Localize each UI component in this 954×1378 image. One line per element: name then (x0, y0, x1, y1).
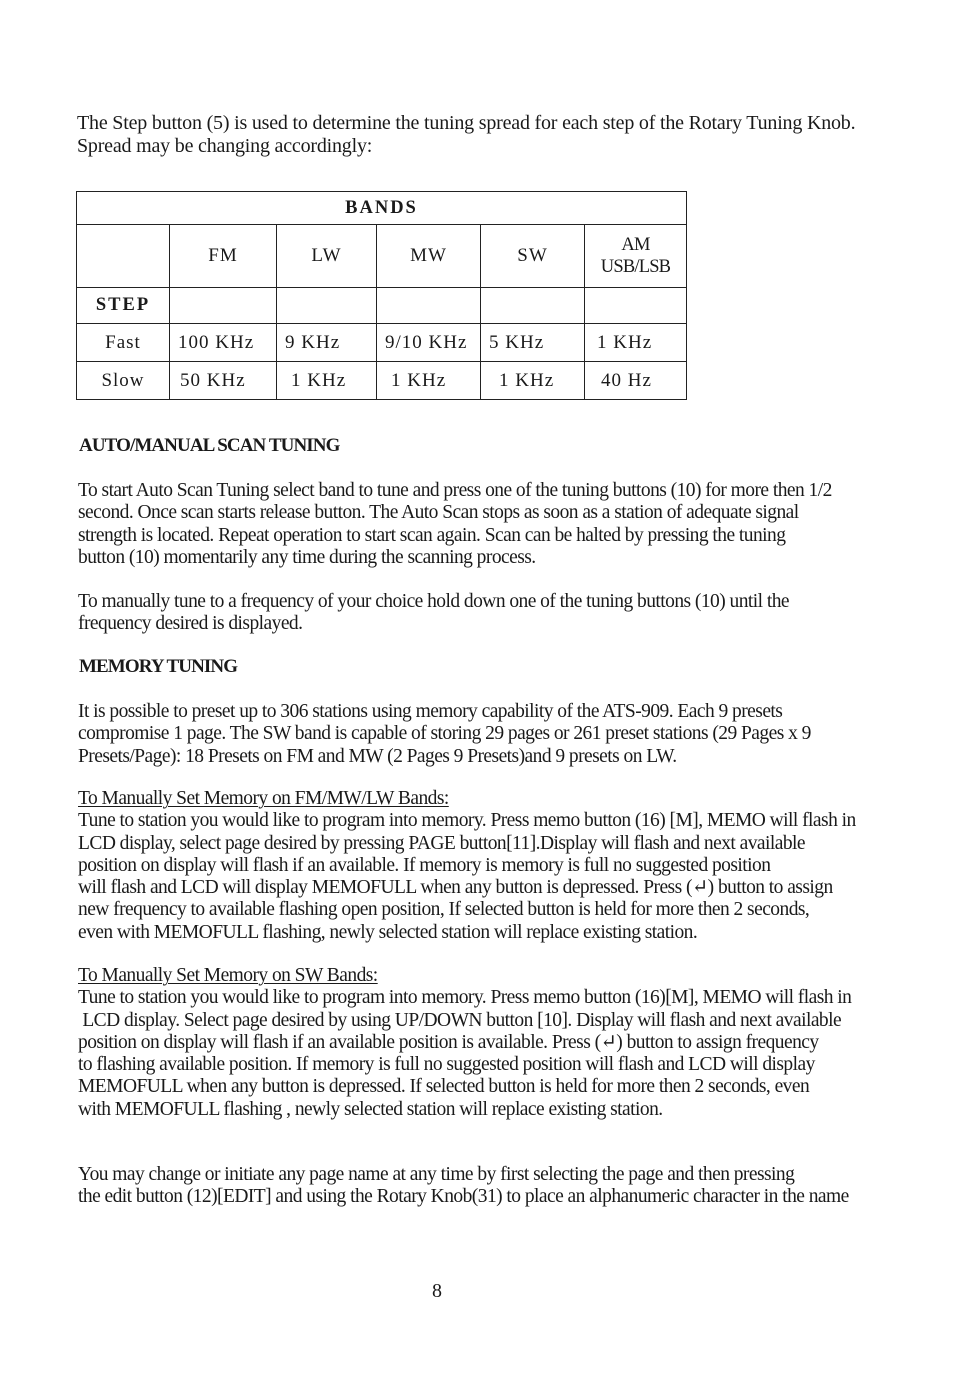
text-line: To start Auto Scan Tuning select band to tune and press one of the tuning buttons (10) for more then 1/2 (78, 480, 832, 501)
text-line: Tune to station you would like to program into memory. Press memo button (16) [M], MEMO will flash in (78, 810, 856, 832)
text-line: Tune to station you would like to program into memory. Press memo button (16)[M], MEMO will flash in (78, 987, 852, 1009)
value-cell: 9 KHz (277, 324, 377, 362)
sw-memory-subheading: To Manually Set Memory on SW Bands: (78, 965, 378, 986)
value-cell: 1 KHz (377, 362, 481, 400)
auto-manual-heading: AUTO/MANUAL SCAN TUNING (79, 435, 340, 456)
sw-memory-section (78, 965, 851, 1121)
step-label: STEP (77, 288, 170, 324)
step-table (76, 191, 687, 400)
fm-memory-subheading: To Manually Set Memory on FM/MW/LW Bands: (78, 788, 449, 809)
intro-paragraph (77, 112, 855, 158)
text-line: with MEMOFULL flashing , newly selected station will replace existing station. (78, 1098, 663, 1120)
bands-header: BANDS (77, 192, 687, 225)
intro-line: The Step button (5) is used to determine the tuning spread for each step of the Rotary Tuning Knob. (77, 112, 856, 134)
band-mw-header: MW (377, 225, 481, 288)
text-line: It is possible to preset up to 306 stations using memory capability of the ATS-909. Each 9 presets (78, 701, 783, 722)
value-cell: 100 KHz (170, 324, 277, 362)
text-line: LCD display, select page desired by pressing PAGE button[11].Display will flash and next available (78, 832, 806, 854)
text-line: position on display will flash if an available. If memory is memory is full no suggested position (78, 854, 771, 876)
band-sw-header: SW (481, 225, 585, 288)
text-line: even with MEMOFULL flashing, newly selected station will replace existing station. (78, 921, 698, 943)
value-cell: 9/10 KHz (377, 324, 481, 362)
value-cell: 50 KHz (170, 362, 277, 400)
band-am-label: AM (621, 235, 650, 255)
empty-cell (481, 288, 585, 324)
text-line: To manually tune to a frequency of your choice hold down one of the tuning buttons (10) until the (78, 591, 790, 612)
band-fm-header: FM (170, 225, 277, 288)
empty-cell (585, 288, 687, 324)
step-label-row (77, 288, 687, 324)
text-line: the edit button (12)[EDIT] and using the Rotary Knob(31) to place an alphanumeric character in the name (78, 1186, 849, 1208)
text-line: button (10) momentarily any time during the scanning process. (78, 546, 536, 568)
row-label-fast: Fast (77, 324, 170, 362)
text-line: Presets/Page): 18 Presets on FM and MW (2 Pages 9 Presets)and 9 presets on LW. (78, 745, 677, 767)
auto-scan-paragraph (78, 480, 832, 569)
empty-cell (170, 288, 277, 324)
text-line: You may change or initiate any page name at any time by first selecting the page and then pressing (78, 1164, 795, 1185)
table-row (77, 324, 687, 362)
text-line: new frequency to available flashing open position, If selected button is held for more then 2 seconds, (78, 899, 810, 921)
band-header-row (77, 225, 687, 288)
band-lw-header: LW (277, 225, 377, 288)
text-line: to flashing available position. If memory is full no suggested position will flash and LCD will display (78, 1054, 815, 1076)
memory-tuning-heading: MEMORY TUNING (79, 656, 238, 677)
intro-line: Spread may be changing accordingly: (77, 135, 373, 157)
text-line: strength is located. Repeat operation to start scan again. Scan can be halted by pressing the tuning (78, 524, 786, 546)
blank-corner-cell (77, 225, 170, 288)
text-line: MEMOFULL when any button is depressed. If selected button is held for more then 2 seconds, even (78, 1076, 810, 1098)
manual-tune-paragraph (78, 591, 789, 636)
value-cell: 40 Hz (585, 362, 687, 400)
text-line: compromise 1 page. The SW band is capable of storing 29 pages or 261 preset stations (29 Pages x 9 (78, 723, 811, 745)
memory-intro-paragraph (78, 701, 811, 768)
band-usb-lsb-label: USB/LSB (600, 257, 671, 277)
table-row (77, 362, 687, 400)
text-line: will flash and LCD will display MEMOFULL when any button is depressed. Press (↵) button to assign (78, 877, 833, 899)
value-cell: 5 KHz (481, 324, 585, 362)
text-line: LCD display. Select page desired by using UP/DOWN button [10]. Display will flash and next available (78, 1009, 842, 1031)
empty-cell (277, 288, 377, 324)
text-line: position on display will flash if an available position is available. Press (↵) button to assign frequency (78, 1031, 819, 1053)
value-cell: 1 KHz (585, 324, 687, 362)
fm-memory-section (78, 788, 856, 944)
empty-cell (377, 288, 481, 324)
text-line: frequency desired is displayed. (78, 613, 303, 635)
page-name-paragraph (78, 1164, 849, 1209)
text-line: second. Once scan starts release button. The Auto Scan stops as soon as a station of adequate signal (78, 502, 799, 524)
value-cell: 1 KHz (481, 362, 585, 400)
page-number: 8 (432, 1280, 442, 1302)
row-label-slow: Slow (77, 362, 170, 400)
value-cell: 1 KHz (277, 362, 377, 400)
band-am-header (585, 225, 687, 288)
